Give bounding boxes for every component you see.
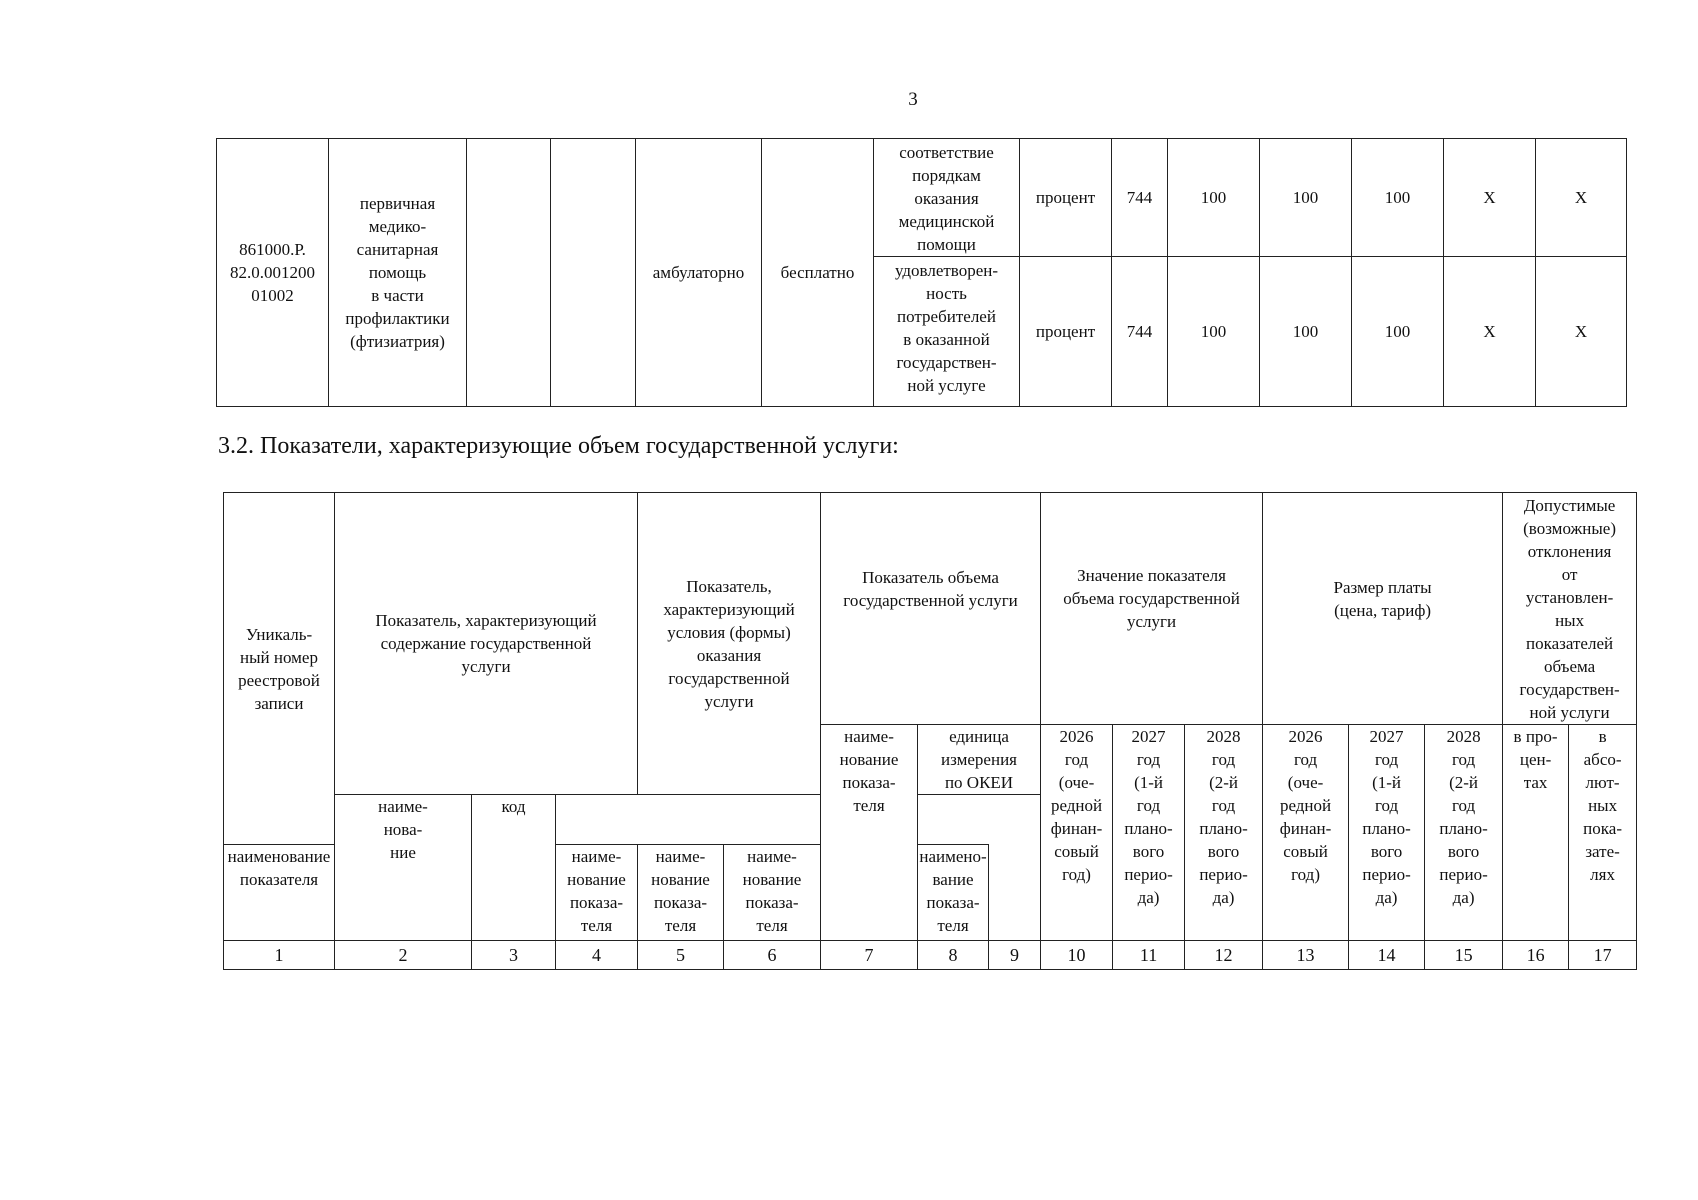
- header-content-indicator: Показатель, характеризующий содержание государственной услуги: [335, 493, 638, 795]
- value-2027: 100: [1260, 257, 1352, 407]
- content-indicator-empty-1: [467, 139, 551, 407]
- condition-form: амбулаторно: [636, 139, 762, 407]
- quality-indicator-name: соответствие порядкам оказания медицинской помощи: [874, 139, 1020, 257]
- column-number: 2: [335, 941, 472, 970]
- header-allowed-deviation: Допустимые (возможные) отклонения от установлен- ных показателей объема государствен- ной услуги: [1503, 493, 1637, 725]
- column-number: 11: [1113, 941, 1185, 970]
- header-unit-code: код: [472, 795, 556, 941]
- page-number: 3: [908, 89, 918, 110]
- content-indicator-empty-2: [551, 139, 636, 407]
- header-indicator-name: наиме- нование показа- теля: [821, 725, 918, 941]
- header-deviation-percent: в про- цен- тах: [1503, 725, 1569, 941]
- column-number: 7: [821, 941, 918, 970]
- header-okei-unit: единица измерения по ОКЕИ: [918, 725, 1041, 795]
- column-number: 1: [224, 941, 335, 970]
- column-number: 12: [1185, 941, 1263, 970]
- unit-name: процент: [1020, 257, 1112, 407]
- value-2028: 100: [1352, 139, 1444, 257]
- deviation-percent: Х: [1444, 139, 1536, 257]
- quality-indicators-table: [216, 138, 1627, 407]
- header-indicator-value: Значение показателя объема государственной услуги: [1041, 493, 1263, 725]
- header-condition-name-2: наимено- вание показа- теля: [918, 845, 989, 941]
- registry-number: 861000.Р. 82.0.001200 01002: [217, 139, 329, 407]
- column-number: 5: [638, 941, 724, 970]
- column-number: 9: [989, 941, 1041, 970]
- header-content-name-2: наиме- нование показа- теля: [556, 845, 638, 941]
- column-number: 3: [472, 941, 556, 970]
- quality-indicator-name: удовлетворен- ность потребителей в оказанной государствен- ной услуге: [874, 257, 1020, 407]
- header-fee-2026: 2026 год (оче- редной финан- совый год): [1263, 725, 1349, 941]
- unit-code: 744: [1112, 139, 1168, 257]
- header-conditions-indicator: Показатель, характеризующий условия (формы) оказания государственной услуги: [638, 493, 821, 795]
- value-2028: 100: [1352, 257, 1444, 407]
- header-condition-name-1: наиме- нование показа- теля: [724, 845, 821, 941]
- header-registry-number: Уникаль- ный номер реестровой записи: [224, 493, 335, 845]
- condition-payment: бесплатно: [762, 139, 874, 407]
- unit-name: процент: [1020, 139, 1112, 257]
- header-fee-2028: 2028 год (2-й год плано- вого перио- да): [1425, 725, 1503, 941]
- column-number: 4: [556, 941, 638, 970]
- deviation-percent: Х: [1444, 257, 1536, 407]
- header-year-2026: 2026 год (оче- редной финан- совый год): [1041, 725, 1113, 941]
- unit-code: 744: [1112, 257, 1168, 407]
- header-content-name-1: наименование показателя: [224, 845, 335, 941]
- header-unit-name: наиме- нова- ние: [335, 795, 472, 941]
- deviation-absolute: Х: [1536, 139, 1627, 257]
- deviation-absolute: Х: [1536, 257, 1627, 407]
- column-number: 10: [1041, 941, 1113, 970]
- column-number: 13: [1263, 941, 1349, 970]
- header-volume-indicator: Показатель объема государственной услуги: [821, 493, 1041, 725]
- value-2026: 100: [1168, 139, 1260, 257]
- header-content-name-3: наиме- нование показа- теля: [638, 845, 724, 941]
- column-number: 16: [1503, 941, 1569, 970]
- column-number: 14: [1349, 941, 1425, 970]
- header-year-2028: 2028 год (2-й год плано- вого перио- да): [1185, 725, 1263, 941]
- section-heading: 3.2. Показатели, характеризующие объем государственной услуги:: [218, 433, 899, 459]
- header-deviation-absolute: в абсо- лют- ных пока- зате- лях: [1569, 725, 1637, 941]
- value-2026: 100: [1168, 257, 1260, 407]
- volume-indicators-table: [223, 492, 1637, 970]
- header-fee-size: Размер платы (цена, тариф): [1263, 493, 1503, 725]
- service-content-name: первичная медико- санитарная помощь в части профилактики (фтизиатрия): [329, 139, 467, 407]
- header-year-2027: 2027 год (1-й год плано- вого перио- да): [1113, 725, 1185, 941]
- column-number: 6: [724, 941, 821, 970]
- value-2027: 100: [1260, 139, 1352, 257]
- column-number: 15: [1425, 941, 1503, 970]
- header-fee-2027: 2027 год (1-й год плано- вого перио- да): [1349, 725, 1425, 941]
- column-number: 17: [1569, 941, 1637, 970]
- column-number: 8: [918, 941, 989, 970]
